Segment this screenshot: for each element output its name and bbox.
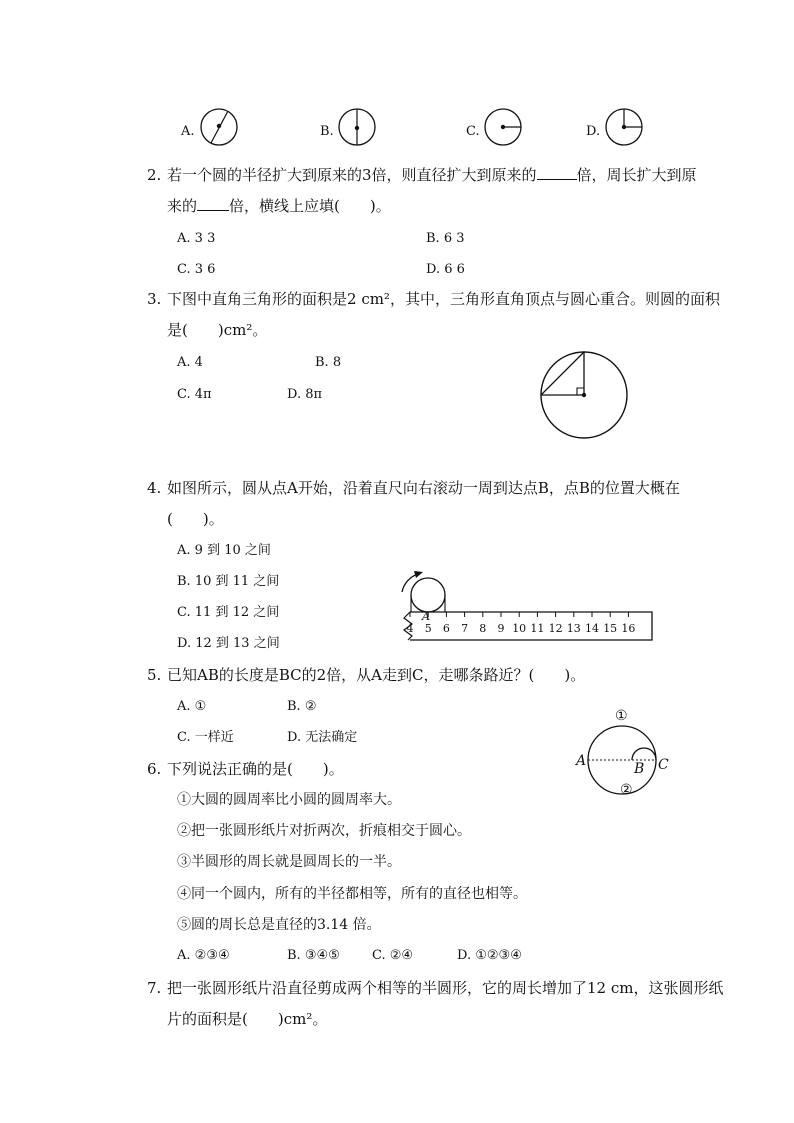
q3-option-a-letter: A. [177,355,191,370]
q1-option-d-letter: D. [586,124,601,139]
path-1-label: ① [615,708,628,724]
q4-line-1: 如图所示，圆从点A开始，沿着直尺向右滚动一周到达点B，点B的位置大概在 [167,479,680,497]
q5-option-a-text: ① [194,699,207,714]
q5-option-a [177,698,206,716]
ruler-ticks [407,612,636,635]
q7-line-2: 片的面积是( )cm²。 [167,1010,328,1028]
q5-paths-figure [572,702,678,802]
q1-option-b-figure [337,107,377,147]
point-b-label: B [634,761,645,777]
q3-option-a [177,354,203,372]
q7-number: 7. [147,979,162,997]
q4-option-a [177,542,271,560]
q2-option-b-letter: B. [426,231,440,246]
q4-option-d-text: 12 到 13 之间 [195,636,280,651]
q2-blank-1 [537,179,577,180]
path-2-label: ② [620,782,633,798]
q2-option-a-letter: A. [177,231,191,246]
point-c-label: C [658,757,669,773]
ruler-tick-label: 8 [479,622,487,635]
q2-option-a-text: 3 3 [194,231,216,246]
q1-option-a-figure [199,107,239,147]
q2-line-1-text-b: 倍，周长扩大到原 [576,166,697,184]
q4-number: 4. [147,479,162,497]
q6-statement-1: ①大圆的圆周率比小圆的圆周率大。 [177,792,401,808]
q4-ruler-figure [382,568,656,644]
q3-line-1: 下图中直角三角形的面积是2 cm²，其中，三角形直角顶点与圆心重合。则圆的面积 [167,290,720,308]
q5-option-a-letter: A. [177,699,191,714]
q3-option-c-text: 4π [194,387,212,402]
q6-statement-4: ④同一个圆内，所有的半径都相等，所有的直径也相等。 [177,886,527,902]
ruler-tick-label: 4 [406,622,414,635]
q6-statement-3: ③半圆形的周长就是圆周长的一半。 [177,854,401,870]
ruler-tick-label: 10 [512,622,527,635]
q4-line-2: ( )。 [167,510,224,528]
q4-option-b [177,573,279,591]
q3-option-c-letter: C. [177,387,191,402]
q6-option-b-text: ③④⑤ [304,948,340,963]
q5-option-b-text: ② [304,699,317,714]
q2-option-b-text: 6 3 [443,231,465,246]
rolling-circle [411,578,445,612]
q5-option-c-text: 一样近 [194,730,234,745]
q2-line-1-text-a: 若一个圆的半径扩大到原来的3倍，则直径扩大到原来的 [167,166,537,184]
q4-option-d-letter: D. [177,636,192,651]
q4-option-b-letter: B. [177,574,191,589]
q1-option-d-figure [604,107,644,147]
q4-option-b-text: 10 到 11 之间 [194,574,280,589]
q5-option-d [287,729,357,747]
q4-option-c-letter: C. [177,605,191,620]
q7-line-1: 把一张圆形纸片沿直径剪成两个相等的半圆形，它的周长增加了12 cm，这张圆形纸 [167,979,724,997]
q3-number: 3. [147,290,162,308]
path-1-large-arc [588,726,656,760]
q5-option-b-letter: B. [287,699,301,714]
ruler-tick-label: 14 [585,622,599,635]
ruler-tick-label: 13 [566,622,581,635]
ruler-tick-label: 11 [530,622,545,635]
q3-option-b-text: 8 [332,355,342,370]
ruler-tick-label: 12 [548,622,563,635]
q2-option-c [177,261,215,279]
q5-option-c [177,729,234,747]
q4-option-a-letter: A. [177,543,191,558]
q3-option-c [177,386,212,404]
q6-option-b [287,947,340,965]
q2-option-d-text: 6 6 [444,262,465,277]
q2-option-d [426,261,465,279]
q2-option-a [177,230,215,248]
q6-number: 6. [147,760,162,778]
ruler-tick-label: 16 [621,622,636,635]
q3-option-b [315,354,341,372]
q3-option-a-text: 4 [194,355,203,370]
q1-option-b-letter: B. [320,124,334,139]
point-a-label: A [576,753,587,769]
q6-line-1: 下列说法正确的是( )。 [167,760,344,778]
q5-line-1: 已知AB的长度是BC的2倍，从A走到C，走哪条路近？( )。 [167,666,586,684]
q2-number: 2. [147,166,162,184]
q6-option-b-letter: B. [287,948,301,963]
q3-option-d [287,386,322,404]
q6-option-c-letter: C. [372,948,386,963]
q6-statement-2: ②把一张圆形纸片对折两次，折痕相交于圆心。 [177,823,471,839]
q2-line-1 [167,166,697,184]
q3-circle-triangle-figure [538,349,630,441]
q3-option-d-text: 8π [305,387,323,402]
q5-option-b [287,698,316,716]
q2-option-c-text: 3 6 [194,262,216,277]
q2-line-2-text-b: 倍，横线上应填( )。 [229,197,391,215]
q4-option-d [177,635,280,653]
q5-number: 5. [147,666,162,684]
ruler-tick-label: 7 [461,622,469,635]
q1-option-c-figure [483,107,523,147]
ruler-tick-label: 5 [424,622,432,635]
q1-option-a-letter: A. [181,124,195,139]
q2-line-2 [167,197,391,215]
q2-blank-2 [197,210,229,211]
q4-option-a-text: 9 到 10 之间 [194,543,271,558]
q1-option-c-letter: C. [466,124,480,139]
q4-option-c [177,604,279,622]
q5-option-d-letter: D. [287,730,302,745]
q6-option-d-letter: D. [457,948,472,963]
q6-option-a-letter: A. [177,948,191,963]
q2-option-d-letter: D. [426,262,441,277]
q4-option-c-text: 11 到 12 之间 [194,605,280,620]
q6-option-d-text: ①②③④ [475,948,522,963]
q6-option-d [457,947,522,965]
q2-line-2-text-a: 来的 [167,197,198,215]
ruler-tick-label: 6 [442,622,450,635]
q6-option-c [372,947,413,965]
q6-option-a-text: ②③④ [194,948,230,963]
q2-option-c-letter: C. [177,262,191,277]
q3-option-b-letter: B. [315,355,329,370]
path-1-small-arc [632,748,656,760]
q5-option-d-text: 无法确定 [305,730,358,745]
ruler-tick-label: 15 [603,622,618,635]
q3-line-2: 是( )cm²。 [167,321,268,339]
q3-option-d-letter: D. [287,387,302,402]
q6-option-c-text: ②④ [389,948,414,963]
q6-statement-5: ⑤圆的周长总是直径的3.14 倍。 [177,917,381,933]
q6-option-a [177,947,230,965]
ruler-tick-label: 9 [497,622,505,635]
q2-option-b [426,230,465,248]
q5-option-c-letter: C. [177,730,191,745]
point-a-label: A [422,610,430,623]
